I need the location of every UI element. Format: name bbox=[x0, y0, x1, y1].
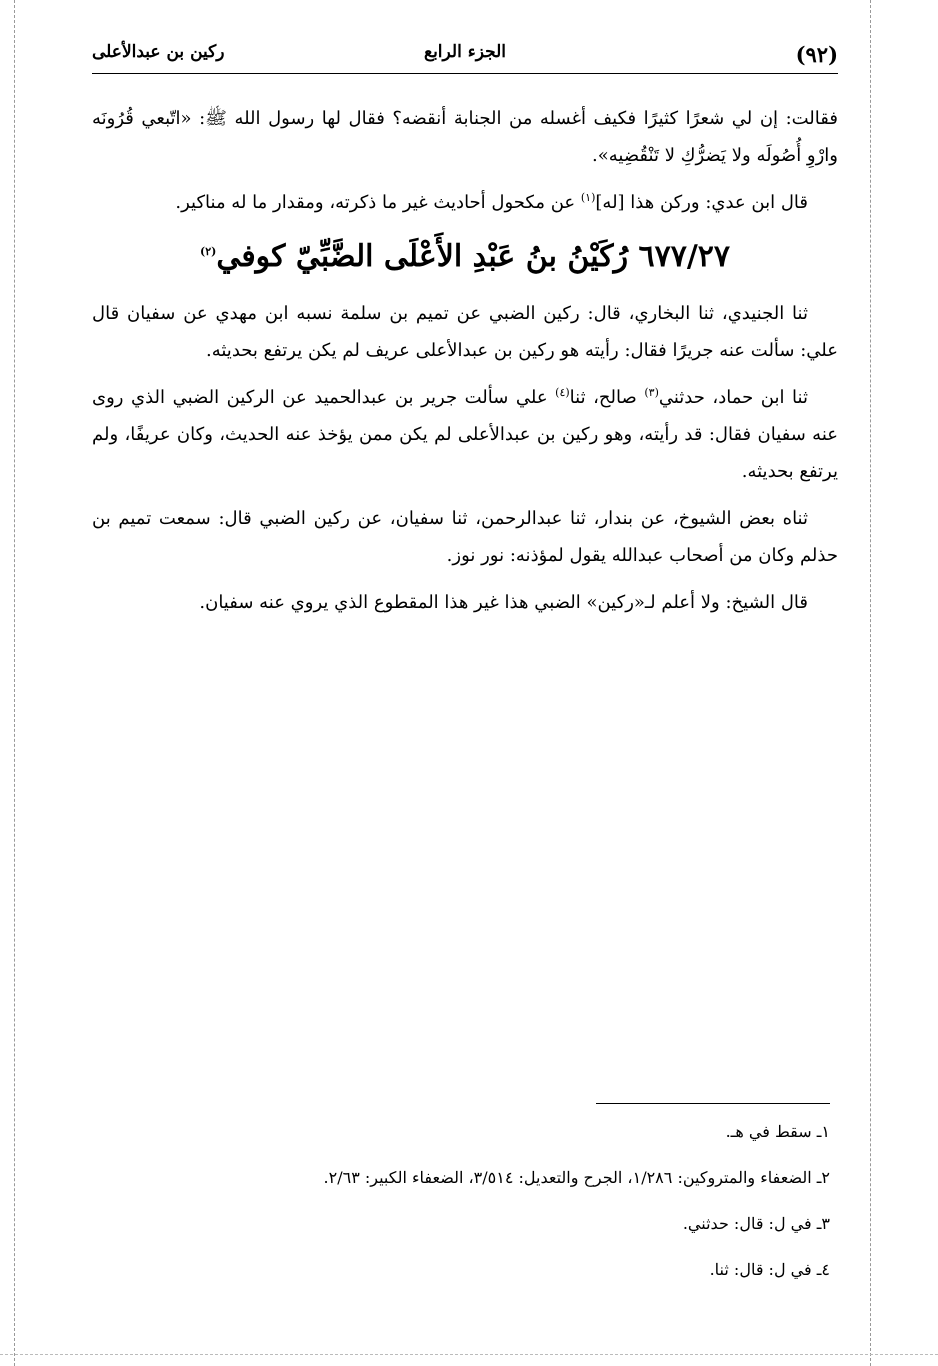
footnotes bbox=[92, 1120, 830, 1304]
scan-margin-bottom bbox=[0, 1354, 938, 1355]
paragraph bbox=[92, 379, 838, 490]
paragraph: قال الشيخ: ولا أعلم لـ«ركين» الضبي هذا غير هذا المقطوع الذي يروي عنه سفيان. bbox=[199, 592, 808, 613]
footnote-ref: (١) bbox=[580, 191, 596, 204]
page-number: (٩٢) bbox=[795, 42, 838, 67]
footnote-rule bbox=[596, 1103, 830, 1104]
entry-heading-text: ٦٧٧/٢٧ رُكَيْنُ بنُ عَبْدِ الأَعْلَى الضَّبِّيّ كوفي bbox=[216, 239, 731, 274]
entry-heading bbox=[92, 231, 838, 283]
paragraph: فقالت: إن لي شعرًا كثيرًا فكيف أغسله من الجنابة أنقضه؟ فقال لها رسول الله ﷺ: «اتّبعي قُرُونَه وارْوِ أُصُولَه ولا يَضرُّكِ لا تَنْقُضِيه». bbox=[92, 108, 838, 166]
footnote: ٢ـ الضعفاء والمتروكين: ١/٢٨٦، الجرح والتعديل: ٣/٥١٤، الضعفاء الكبير: ٢/٦٣. bbox=[323, 1168, 830, 1187]
paragraph-text: ثنا ابن حماد، حدثني bbox=[658, 387, 808, 408]
scan-margin-left bbox=[14, 0, 15, 1366]
footnote-ref: (٤) bbox=[555, 386, 570, 399]
header-rule bbox=[92, 73, 838, 74]
main-text bbox=[92, 100, 838, 631]
paragraph-text: علي سألت جرير بن عبدالحميد عن الركين الضبي الذي روى عنه سفيان فقال: قد رأيته، وهو ركين بن عبدالأعلى لم يكن ممن يؤخذ عنه الحديث، وكان عريفًا، ولم يرتفع بحديثه. bbox=[92, 387, 838, 482]
footnote-ref: (٣) bbox=[644, 386, 659, 399]
part-title: الجزء الرابع bbox=[424, 42, 506, 62]
footnote: ٣ـ في ل: قال: حدثني. bbox=[682, 1214, 830, 1233]
footnote: ١ـ سقط في هـ. bbox=[725, 1122, 830, 1141]
paragraph-text: صالح، ثنا bbox=[569, 387, 645, 408]
footnote-ref: (٢) bbox=[199, 245, 217, 258]
paragraph: ثنا الجنيدي، ثنا البخاري، قال: ركين الضبي عن تميم بن سلمة نسبه ابن مهدي عن سفيان قال علي: سألت عنه جريرًا فقال: رأيته هو ركين بن عبدالأعلى عريف لم يكن يرتفع بحديثه. bbox=[92, 303, 838, 361]
paragraph-text: قال ابن عدي: وركن هذا [له] bbox=[595, 192, 808, 213]
paragraph-text: عن مكحول أحاديث غير ما ذكرته، ومقدار ما له مناكير. bbox=[175, 192, 581, 213]
footnote: ٤ـ في ل: قال: ثنا. bbox=[709, 1260, 830, 1279]
running-title: ركين بن عبدالأعلى bbox=[92, 42, 225, 62]
paragraph: ثناه بعض الشيوخ، عن بندار، ثنا عبدالرحمن، ثنا سفيان، عن ركين الضبي قال: سمعت تميم بن حذلم وكان من أصحاب عبدالله يقول لمؤذنه: نور نوز. bbox=[92, 508, 838, 566]
running-header bbox=[92, 36, 838, 80]
scan-margin-right bbox=[870, 0, 871, 1366]
paragraph bbox=[92, 184, 838, 221]
